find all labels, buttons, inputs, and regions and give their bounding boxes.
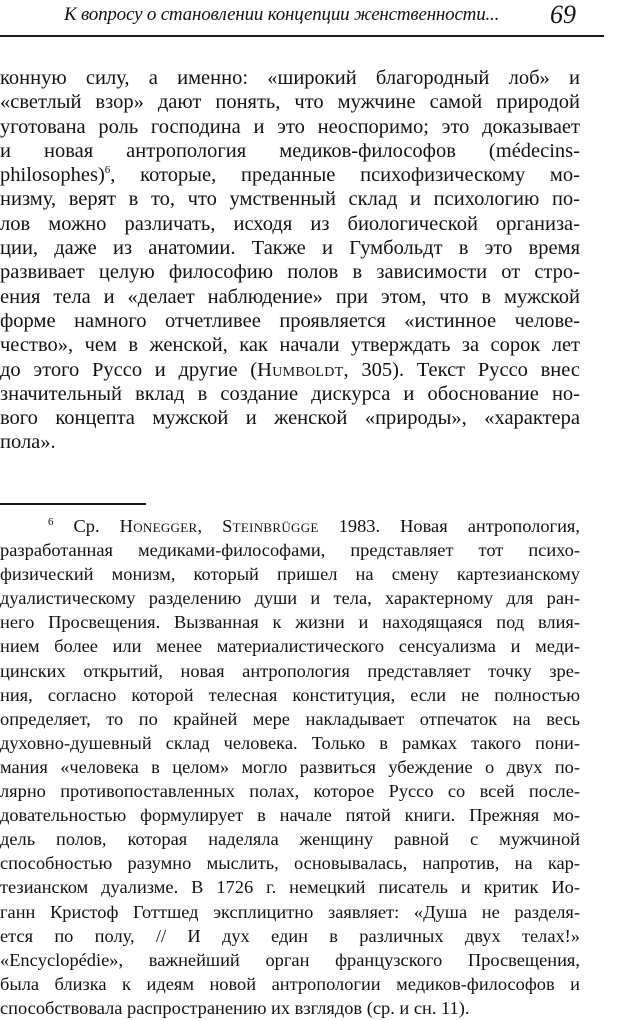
text-line: вого концепта мужской и женской «природы», «характера <box>0 407 580 430</box>
header-rule <box>0 35 604 37</box>
footnote <box>0 514 580 1020</box>
footnote-line: него Просвещения. Вызванная к жизни и находящаяся под влия- <box>0 612 580 633</box>
citation-author: Steinbrügge <box>222 516 319 536</box>
page-header <box>0 0 620 40</box>
text-fragment: Ср. <box>53 516 120 536</box>
footnote-line: ния, согласно которой телесная конституция, если не полностью <box>0 684 580 705</box>
footnote-line: дуалистическому разделению души и тела, характерному для ран- <box>0 588 580 609</box>
citation-author: Humboldt <box>257 358 344 381</box>
text-line: ения тела и «делает наблюдение» при этом, что в мужской <box>0 285 580 308</box>
footnote-line: способностью разумно мыслить, основывалась, напротив, на кар- <box>0 853 580 874</box>
text-line: и новая антропология медиков-философов (médecins- <box>0 139 580 162</box>
footnote-line: тезианском дуализме. В 1726 г. немецкий писатель и критик Ио- <box>0 877 580 898</box>
footnote-line: нием более или менее материалистического сенсуализма и меди- <box>0 636 580 657</box>
footnote-line <box>0 514 580 538</box>
footnote-line: мания «человека в целом» могло развиться убеждение о двух по- <box>0 756 580 777</box>
citation-author: Honegger <box>119 516 198 536</box>
footnote-rule <box>0 503 146 505</box>
text-line: чество», чем в женской, как начали утверждать за сорок лет <box>0 334 580 357</box>
page-number: 69 <box>550 0 576 29</box>
text-line: конную силу, а именно: «широкий благородный лоб» и <box>0 67 580 89</box>
footnote-line: была близка к идеям новой антропологии медиков-философов и <box>0 973 580 994</box>
text-fragment: 1983. Новая антропология, <box>318 516 580 536</box>
footnote-line: «Encyclopédie», важнейший орган французского Просвещения, <box>0 949 580 970</box>
footnote-line: духовно-душевный склад человека. Только в рамках такого пони- <box>0 732 580 753</box>
text-line: «светлый взор» дают понять, что мужчине самой природой <box>0 91 580 114</box>
text-line <box>0 358 580 382</box>
text-line: форме намного отчетливее проявляется «истинное челове- <box>0 309 580 332</box>
footnote-line: лярно противопоставленных полах, которое Руссо со всей после- <box>0 781 580 802</box>
footnote-ref: 6 <box>104 164 111 177</box>
footnote-line: способствовала распространению их взглядов (ср. и сн. 11). <box>0 997 470 1018</box>
footnote-line: ется по полу, // И дух един в различных двух телах!» <box>0 925 580 946</box>
footnote-line: довательностью формулирует в начале пятой книги. Прежняя мо- <box>0 805 580 826</box>
footnote-line: разработанная медиками-философами, представляет тот психо- <box>0 540 580 561</box>
text-line: значительный вклад в создание дискурса и обоснование но- <box>0 382 580 405</box>
footnote-line: ганн Кристоф Готтшед эксплицитно заявляет: «Душа не разделя- <box>0 901 580 922</box>
text-line: пола». <box>0 431 56 454</box>
footnote-line: физический монизм, который пришел на смену картезианскому <box>0 564 580 585</box>
text-line: низму, верят в то, что умственный склад и психологию по- <box>0 188 580 211</box>
text-fragment: , 305). Текст Руссо внес <box>343 358 580 381</box>
running-title: К вопросу о становлении концепции женственности... <box>64 4 500 25</box>
text-fragment: , <box>197 516 223 536</box>
text-line: уготована роль господина и это неоспоримо; это доказывает <box>0 115 580 138</box>
text-fragment: до этого Руссо и другие ( <box>0 358 258 381</box>
text-line: развивает целую философию полов в зависимости от стро- <box>0 261 580 284</box>
text-fragment: , которые, преданные психофизическому мо- <box>110 164 580 187</box>
text-line: ции, даже из анатомии. Также и Гумбольдт в это время <box>0 237 580 260</box>
text-fragment: philosophes) <box>0 164 105 187</box>
text-line: лов можно различать, исходя из биологической организа- <box>0 212 580 235</box>
footnote-marker: 6 <box>48 515 54 528</box>
footnote-line: дель полов, которая наделяла женщину равной с мужчиной <box>0 829 580 850</box>
text-line <box>0 163 580 187</box>
footnote-line: цинских открытий, новая антропология представляет точку зре- <box>0 660 580 681</box>
main-text <box>0 66 580 455</box>
footnote-line: определяет, то по крайней мере накладывает отпечаток на весь <box>0 708 580 729</box>
